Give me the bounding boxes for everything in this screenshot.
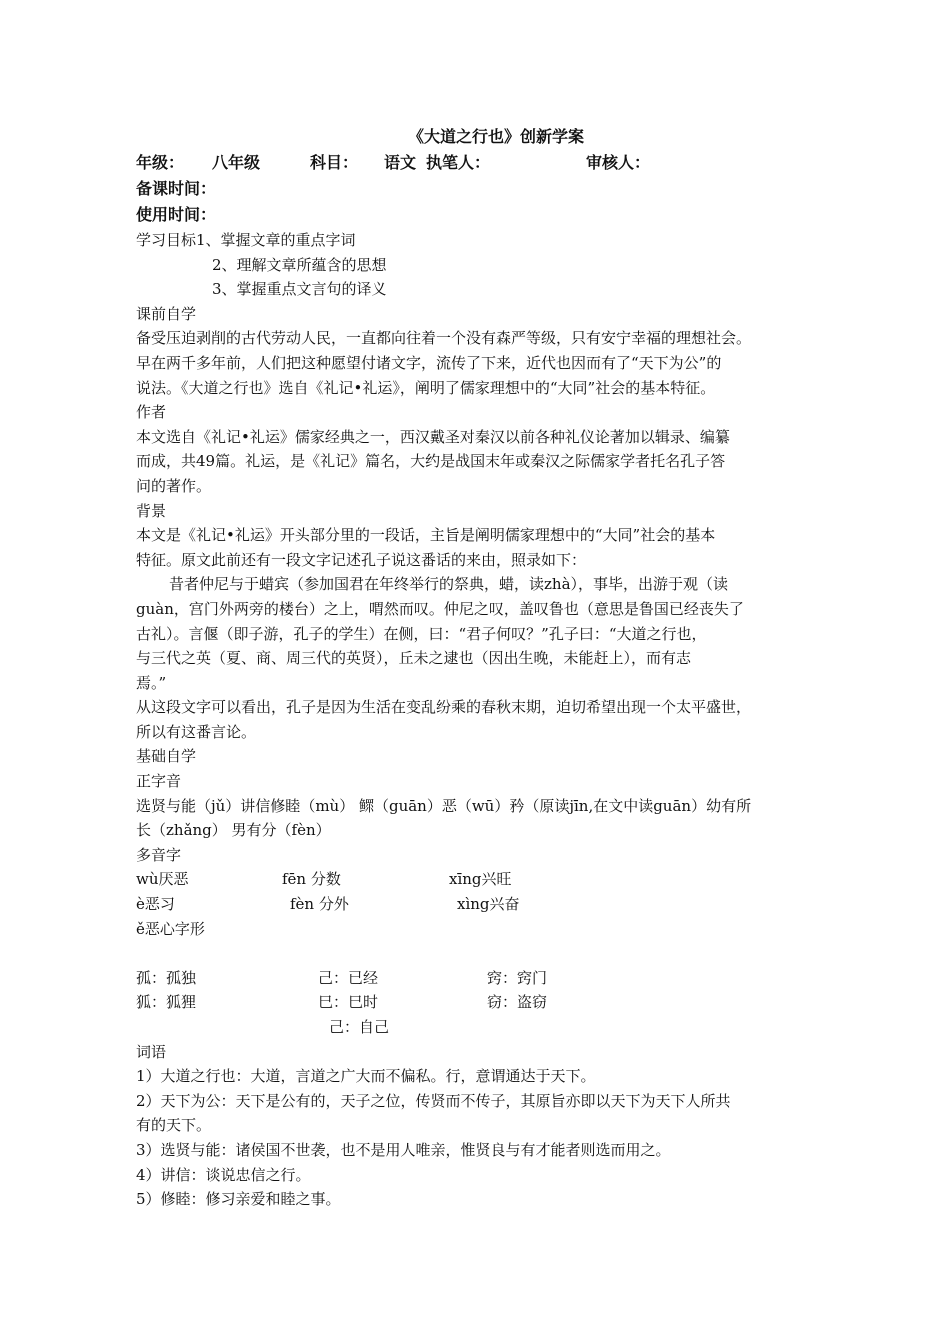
shape-cell: 己：已经: [318, 968, 379, 987]
polyphone-cell: xìng兴奋: [457, 895, 520, 914]
section-heading-preview: 课前自学: [136, 304, 197, 323]
prep-time-label: 备课时间：: [136, 179, 217, 198]
document-body: [136, 124, 836, 1212]
polyphone-cell: fēn 分数: [282, 870, 341, 889]
shape-row: [136, 1015, 836, 1040]
polyphone-cell: xīng兴旺: [449, 870, 512, 889]
polyphone-cell: fèn 分外: [290, 895, 349, 914]
preview-line: 早在两千多年前，人们把这种愿望付诸文字，流传了下来，近代也因而有了“天下为公”的: [136, 353, 722, 372]
quote-line: 与三代之英（夏、商、周三代的英贤），丘未之逮也（因出生晚，未能赶上），而有志: [136, 649, 692, 668]
shape-cell: 窃：盗窃: [487, 993, 548, 1012]
subject-label: 科目：: [310, 153, 359, 172]
polyphone-row: [136, 917, 836, 942]
polyphone-cell: ě恶心字形: [136, 919, 205, 938]
author-label: 执笔人：: [426, 153, 491, 172]
shape-cell: 孤：孤独: [136, 968, 197, 987]
shape-cell: 窍：窍门: [487, 968, 548, 987]
vocab-line: 2）天下为公：天下是公有的，天子之位，传贤而不传子，其原旨亦即以天下为天下人所共: [136, 1091, 731, 1110]
vocab-line: 1）大道之行也：大道，言道之广大而不偏私。行，意谓通达于天下。: [136, 1067, 596, 1086]
grade-value: 八年级: [212, 153, 261, 172]
shape-row: [136, 966, 836, 991]
document-title: 《大道之行也》创新学案: [407, 127, 584, 146]
shape-cell: 巳：巳时: [318, 993, 379, 1012]
subheading-polyphones: 多音字: [136, 845, 182, 864]
goal-item: 3、掌握重点文言句的译义: [212, 280, 387, 299]
use-time-label: 使用时间：: [136, 205, 217, 224]
quote-line: 昔者仲尼与于蜡宾（参加国君在年终举行的祭典，蜡，读zhà），事毕，出游于观（读: [169, 575, 729, 594]
polyphone-cell: wù厌恶: [136, 870, 189, 889]
blank-line: [136, 941, 836, 966]
shape-cell: 己：自己: [329, 1018, 390, 1036]
preview-line: 说法。《大道之行也》选自《礼记•礼运》，阐明了儒家理想中的“大同”社会的基本特征。: [136, 378, 716, 397]
header-row: [136, 150, 836, 176]
quote-line: 古礼）。言偃（即子游，孔子的学生）在侧，曰：“君子何叹？”孔子曰：“大道之行也，: [136, 624, 707, 643]
goal-line-1: [136, 228, 836, 253]
goal-item: 1、掌握文章的重点字词: [196, 231, 356, 249]
author-line: 问的著作。: [136, 476, 212, 495]
pronunciation-line: 长（zhǎng） 男有分（fèn）: [136, 821, 331, 840]
polyphone-cell: è恶习: [136, 895, 175, 914]
background-after-line: 所以有这番言论。: [136, 722, 257, 741]
polyphone-row: [136, 867, 836, 892]
shape-row: [136, 990, 836, 1015]
shape-cell: 狐：狐狸: [136, 993, 197, 1012]
author-line: 而成，共49篇。礼运，是《礼记》篇名，大约是战国末年或秦汉之际儒家学者托名孔子答: [136, 452, 726, 471]
subject-value: 语文: [384, 153, 417, 172]
polyphone-row: [136, 892, 836, 917]
background-line: 本文是《礼记•礼运》开头部分里的一段话，主旨是阐明儒家理想中的“大同”社会的基本: [136, 526, 716, 545]
section-heading-vocab: 词语: [136, 1042, 167, 1061]
pronunciation-line: 选贤与能（jǔ）讲信修睦（mù） 鳏（guān）恶（wū）矜（原读jīn,在文中读guān）幼有所: [136, 796, 752, 815]
subheading-pronunciation: 正字音: [136, 772, 182, 791]
background-after-line: 从这段文字可以看出，孔子是因为生活在变乱纷乘的春秋末期，迫切希望出现一个太平盛世，: [136, 698, 752, 717]
vocab-line: 4）讲信：谈说忠信之行。: [136, 1165, 311, 1184]
vocab-line: 5）修睦：修习亲爱和睦之事。: [136, 1190, 341, 1209]
preview-line: 备受压迫剥削的古代劳动人民，一直都向往着一个没有森严等级，只有安宁幸福的理想社会。: [136, 329, 752, 348]
grade-label: 年级：: [136, 153, 185, 172]
author-line: 本文选自《礼记•礼运》儒家经典之一，西汉戴圣对秦汉以前各种礼仪论著加以辑录、编纂: [136, 427, 730, 446]
section-heading-author: 作者: [136, 403, 167, 422]
quote-line: guàn，宫门外两旁的楼台）之上，喟然而叹。仲尼之叹，盖叹鲁也（意思是鲁国已经丧失了: [136, 599, 744, 618]
goal-item: 2、理解文章所蕴含的思想: [212, 255, 387, 274]
section-heading-basics: 基础自学: [136, 747, 197, 766]
vocab-line: 3）选贤与能：诸侯国不世袭，也不是用人唯亲，惟贤良与有才能者则选而用之。: [136, 1140, 671, 1159]
background-line: 特征。原文此前还有一段文字记述孔子说这番话的来由，照录如下：: [136, 550, 587, 569]
section-heading-background: 背景: [136, 501, 167, 520]
vocab-line: 有的天下。: [136, 1116, 212, 1135]
reviewer-label: 审核人：: [586, 153, 651, 172]
goals-label: 学习目标: [136, 231, 197, 249]
quote-line: 焉。”: [136, 673, 167, 692]
